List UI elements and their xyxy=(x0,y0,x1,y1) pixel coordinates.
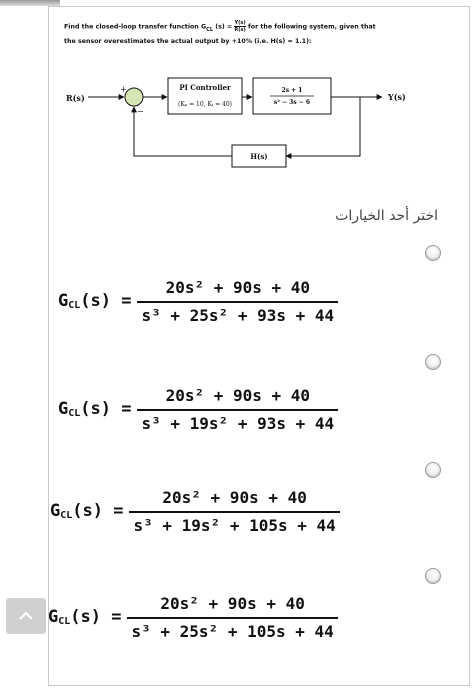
option-1-fraction-bar xyxy=(137,301,338,303)
option-1-numerator: 20s² + 90s + 40 xyxy=(165,278,311,297)
input-label: R(s) xyxy=(66,93,85,103)
option-2-arg: (s) = xyxy=(80,399,132,420)
option-4-arg: (s) = xyxy=(70,607,122,628)
question-line-1-text: Find the closed-loop transfer function G xyxy=(64,23,207,31)
option-3-denominator: s³ + 19s² + 105s + 44 xyxy=(133,515,336,535)
sum-plus-sign: + xyxy=(120,85,127,94)
question-fraction-den: R(s) xyxy=(234,27,246,33)
option-2-denominator: s³ + 19s² + 93s + 44 xyxy=(141,413,335,433)
question-line-1-tail: for the following system, given that xyxy=(248,23,376,31)
option-4-radio[interactable] xyxy=(425,568,441,584)
question-fraction-num: Y(s) xyxy=(234,20,246,26)
sensor-label: H(s) xyxy=(250,152,268,161)
option-1-radio[interactable] xyxy=(425,245,441,261)
option-2-fraction-bar xyxy=(137,409,338,411)
option-4-denominator: s³ + 25s² + 105s + 44 xyxy=(131,621,334,641)
option-1-arg: (s) = xyxy=(80,291,132,312)
option-3-lhs xyxy=(50,501,123,521)
option-2-fraction xyxy=(137,386,338,433)
option-3-radio[interactable] xyxy=(425,462,441,478)
option-2-numerator: 20s² + 90s + 40 xyxy=(165,386,311,405)
question-gcl-subscript: CL xyxy=(206,26,214,33)
plant-numerator: 2s + 1 xyxy=(281,87,303,94)
output-label: Y(s) xyxy=(388,92,406,102)
question-equals: (s) = xyxy=(215,23,233,31)
option-3-fraction xyxy=(129,488,339,535)
option-2-formula xyxy=(58,386,338,433)
option-2-lhs xyxy=(58,399,131,419)
option-1-sub: CL xyxy=(68,299,81,311)
option-3-g: G xyxy=(50,501,61,522)
option-4-g: G xyxy=(48,607,59,628)
plant-denominator: s² − 3s − 6 xyxy=(273,99,311,106)
block-diagram-svg xyxy=(48,0,470,190)
option-1-formula xyxy=(58,278,338,325)
chevron-up-icon xyxy=(19,611,33,621)
choose-option-prompt: اختر أحد الخيارات xyxy=(335,208,438,224)
option-1-denominator: s³ + 25s² + 93s + 44 xyxy=(141,305,335,325)
scroll-up-button[interactable] xyxy=(6,598,46,634)
option-4-numerator: 20s² + 90s + 40 xyxy=(160,594,305,613)
option-4-formula xyxy=(48,594,338,641)
option-3-arg: (s) = xyxy=(72,501,124,522)
sum-minus-sign: − xyxy=(137,107,144,116)
option-4-sub: CL xyxy=(58,615,71,627)
option-3-sub: CL xyxy=(60,509,73,521)
pi-controller-params: (Kₚ = 10, Kᵢ = 40) xyxy=(177,101,233,108)
option-4-fraction-bar xyxy=(127,617,337,619)
option-2-radio[interactable] xyxy=(425,354,441,370)
option-3-numerator: 20s² + 90s + 40 xyxy=(162,488,307,507)
option-2-sub: CL xyxy=(68,407,81,419)
option-1-fraction xyxy=(137,278,338,325)
block-diagram xyxy=(48,0,470,190)
option-3-fraction-bar xyxy=(129,511,339,513)
summing-junction xyxy=(125,88,143,106)
option-1-lhs xyxy=(58,291,131,311)
pi-controller-title: PI Controller xyxy=(179,83,231,92)
option-4-fraction xyxy=(127,594,337,641)
option-1-g: G xyxy=(58,291,69,312)
option-4-lhs xyxy=(48,607,121,627)
question-line-2: the sensor overestimates the actual output by +10% (i.e. H(s) = 1.1): xyxy=(64,37,312,45)
option-3-formula xyxy=(50,488,340,535)
option-2-g: G xyxy=(58,399,69,420)
